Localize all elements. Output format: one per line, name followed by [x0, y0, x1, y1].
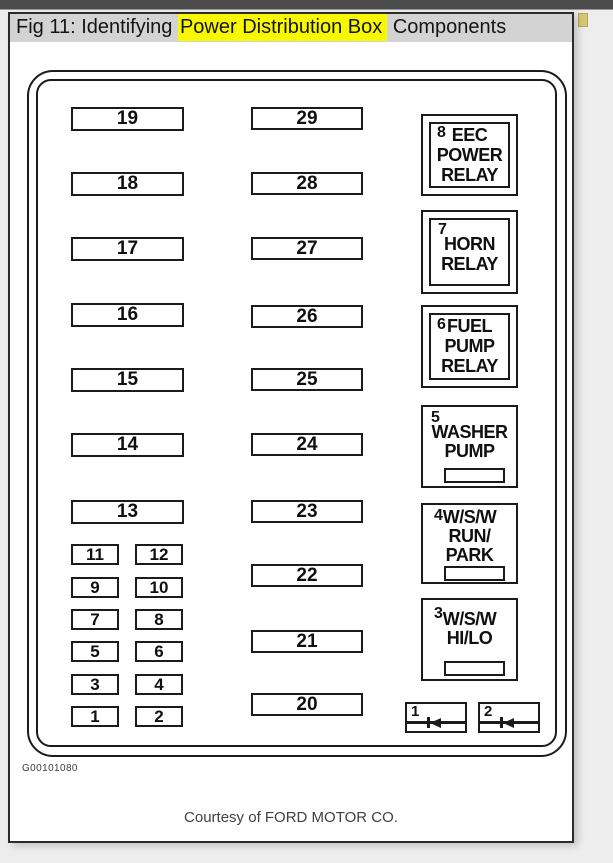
relay-label-line: PARK: [445, 545, 494, 565]
relay-fuse-slot: [444, 661, 505, 676]
fuse-27: 27: [251, 237, 363, 260]
relay-label-line: RELAY: [441, 165, 498, 185]
diode-number: 2: [484, 703, 493, 720]
fuse-2: 2: [135, 706, 183, 727]
fuse-16: 16: [71, 303, 184, 327]
fuse-15: 15: [71, 368, 184, 392]
diode-icon: [503, 718, 514, 728]
relay-content: [433, 220, 506, 284]
relay-box-5: [421, 405, 518, 488]
relay-inner-border: [429, 218, 510, 286]
figure-title-suffix: Components: [387, 16, 507, 38]
diode-box-2: [478, 702, 540, 733]
relay-label-line: RUN/: [448, 526, 491, 546]
fuse-8: 8: [135, 609, 183, 630]
figure-title-search-highlight: Power Distribution Box: [178, 14, 387, 41]
relay-number: 6: [437, 316, 446, 333]
figure-title-prefix: Fig 11: Identifying: [16, 16, 178, 38]
relay-label-line: FUEL: [447, 316, 492, 336]
fuse-18: 18: [71, 172, 184, 196]
relay-fuse-slot: [444, 468, 505, 483]
relay-inner-border: [429, 122, 510, 188]
relay-label-line: WASHER: [431, 422, 508, 442]
fuse-1: 1: [71, 706, 119, 727]
fuse-19: 19: [71, 107, 184, 131]
fuse-5: 5: [71, 641, 119, 662]
relay-fuse-slot: [444, 566, 505, 581]
fuse-23: 23: [251, 500, 363, 523]
relay-inner-border: [429, 313, 510, 380]
fuse-25: 25: [251, 368, 363, 391]
diode-number: 1: [411, 703, 420, 720]
relay-box-7: [421, 210, 518, 294]
relay-box-3: [421, 598, 518, 681]
fuse-26: 26: [251, 305, 363, 328]
relay-box-4: [421, 503, 518, 584]
document-page: [8, 12, 574, 843]
fuse-13: 13: [71, 500, 184, 524]
fuse-10: 10: [135, 577, 183, 598]
fuse-21: 21: [251, 630, 363, 653]
courtesy-text: Courtesy of FORD MOTOR CO.: [184, 809, 398, 826]
diode-box-1: [405, 702, 467, 733]
relay-box-6: [421, 305, 518, 388]
fuse-14: 14: [71, 433, 184, 457]
fuse-9: 9: [71, 577, 119, 598]
fuse-28: 28: [251, 172, 363, 195]
relay-label-line: PUMP: [444, 441, 495, 461]
fuse-17: 17: [71, 237, 184, 261]
fuse-20: 20: [251, 693, 363, 716]
relay-number: 4: [434, 507, 443, 524]
relay-label-line: HI/LO: [446, 628, 493, 648]
fuse-12: 12: [135, 544, 183, 565]
relay-box-8: [421, 114, 518, 196]
relay-label-line: POWER: [436, 145, 503, 165]
fuse-11: 11: [71, 544, 119, 565]
relay-number: 3: [434, 605, 443, 622]
relay-number: 8: [437, 124, 446, 141]
fuse-3: 3: [71, 674, 119, 695]
fuse-24: 24: [251, 433, 363, 456]
figure-code: G00101080: [22, 763, 78, 774]
relay-content: [433, 124, 506, 186]
scrollbar-highlight-tick-icon: [578, 13, 588, 27]
fuse-4: 4: [135, 674, 183, 695]
diode-icon: [430, 718, 441, 728]
relay-number: 5: [431, 409, 440, 426]
relay-number: 7: [438, 221, 447, 238]
fuse-6: 6: [135, 641, 183, 662]
window-top-bar: [0, 0, 613, 10]
relay-content: [433, 315, 506, 378]
fuse-22: 22: [251, 564, 363, 587]
relay-label-line: RELAY: [441, 356, 498, 376]
figure-title-bar: [10, 14, 572, 42]
relay-label-line: W/S/W: [442, 609, 497, 629]
relay-label-line: W/S/W: [442, 507, 497, 527]
relay-label-line: RELAY: [441, 254, 498, 274]
fuse-29: 29: [251, 107, 363, 130]
relay-label-line: HORN: [444, 234, 495, 254]
fuse-7: 7: [71, 609, 119, 630]
relay-label-line: PUMP: [444, 336, 495, 356]
relay-label-line: EEC: [451, 125, 488, 145]
